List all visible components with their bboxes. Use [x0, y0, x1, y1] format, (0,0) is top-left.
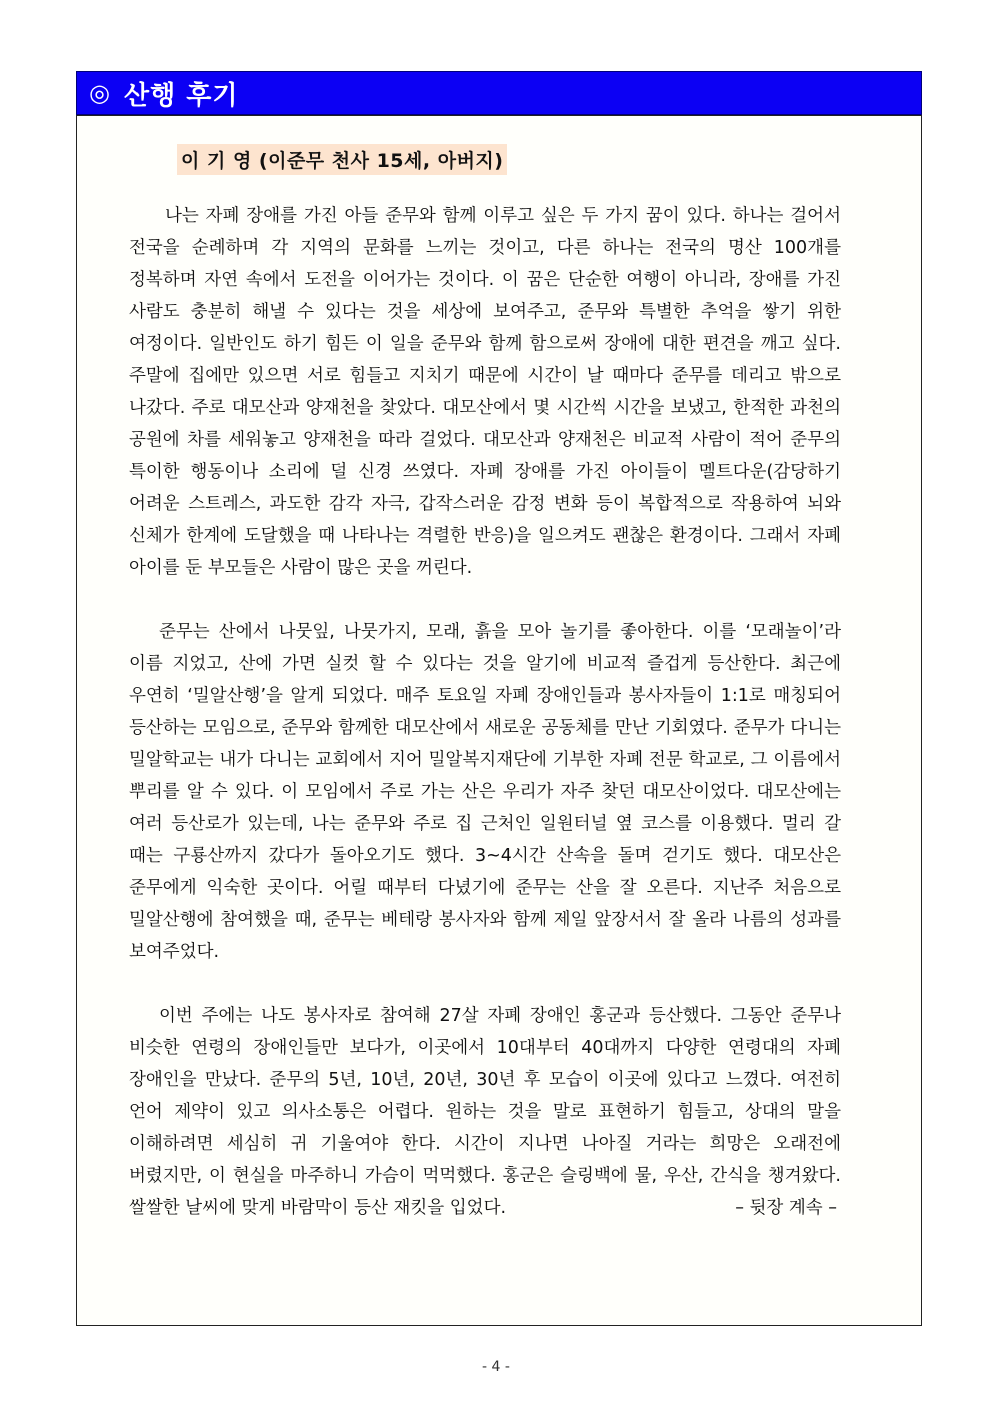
paragraph-3: [129, 1000, 841, 1224]
article-body: [129, 200, 841, 1224]
author-byline: 이 기 영 (이준무 천사 15세, 아버지): [177, 144, 507, 175]
page-number: - 4 -: [482, 1359, 510, 1375]
paragraph-2: 준무는 산에서 나뭇잎, 나뭇가지, 모래, 흙을 모아 놀기를 좋아한다. 이를 ‘모래놀이’라 이름 지었고, 산에 가면 실컷 할 수 있다는 것을 알기에 비교적 즐겁게 등산한다. 최근에 우연히 ‘밀알산행’을 알게 되었다. 매주 토요일 자폐 장애인들과 봉사자들이 1:1로 매칭되어 등산하는 모임으로, 준무와 함께한 대모산에서 새로운 공동체를 만난 기회였다. 준무가 다니는 밀알학교는 내가 다니는 교회에서 지어 밀알복지재단에 기부한 자폐 전문 학교로, 그 이름에서 뿌리를 알 수 있다. 이 모임에서 주로 가는 산은 우리가 자주 찾던 대모산이었다. 대모산에는 여러 등산로가 있는데, 나는 준무와 주로 집 근처인 일원터널 옆 코스를 이용했다. 멀리 갈 때는 구룡산까지 갔다가 돌아오기도 했다. 3~4시간 산속을 돌며 걷기도 했다. 대모산은 준무에게 익숙한 곳이다. 어릴 때부터 다녔기에 준무는 산을 잘 오른다. 지난주 처음으로 밀알산행에 참여했을 때, 준무는 베테랑 봉사자와 함께 제일 앞장서서 잘 올라 나름의 성과를 보여주었다.: [129, 622, 841, 962]
circle-mark-icon: ◎: [89, 79, 110, 107]
content-panel: [76, 115, 922, 1326]
paragraph-3-text: 이번 주에는 나도 봉사자로 참여해 27살 자폐 장애인 홍군과 등산했다. 그동안 준무나 비슷한 연령의 장애인들만 보다가, 이곳에서 10대부터 40대까지 다양한 연령대의 자폐 장애인을 만났다. 준무의 5년, 10년, 20년, 30년 후 모습이 이곳에 있다고 느꼈다. 여전히 언어 제약이 있고 의사소통은 어렵다. 원하는 것을 말로 표현하기 힘들고, 상대의 말을 이해하려면 세심히 귀 기울여야 한다. 시간이 지나면 나아질 거라는 희망은 오래전에 버렸지만, 이 현실을 마주하니 가슴이 먹먹했다. 홍군은 슬링백에 물, 우산, 간식을 챙겨왔다. 쌀쌀한 날씨에 맞게 바람막이 등산 재킷을 입었다.: [129, 1006, 841, 1218]
continued-note: – 뒷장 계속 –: [735, 1198, 837, 1218]
section-title: 산행 후기: [123, 80, 239, 111]
paragraph-1: 나는 자폐 장애를 가진 아들 준무와 함께 이루고 싶은 두 가지 꿈이 있다. 하나는 걸어서 전국을 순례하며 각 지역의 문화를 느끼는 것이고, 다른 하나는 전국의 명산 100개를 정복하며 자연 속에서 도전을 이어가는 것이다. 이 꿈은 단순한 여행이 아니라, 장애를 가진 사람도 충분히 해낼 수 있다는 것을 세상에 보여주고, 준무와 특별한 추억을 쌓기 위한 여정이다. 일반인도 하기 힘든 이 일을 준무와 함께 함으로써 장애에 대한 편견을 깨고 싶다. 주말에 집에만 있으면 서로 힘들고 지치기 때문에 시간이 날 때마다 준무를 데리고 밖으로 나갔다. 주로 대모산과 양재천을 찾았다. 대모산에서 몇 시간씩 시간을 보냈고, 한적한 과천의 공원에 차를 세워놓고 양재천을 따라 걸었다. 대모산과 양재천은 비교적 사람이 적어 준무의 특이한 행동이나 소리에 덜 신경 쓰였다. 자폐 장애를 가진 아이들이 멜트다운(감당하기 어려운 스트레스, 과도한 감각 자극, 갑작스러운 감정 변화 등이 복합적으로 작용하여 뇌와 신체가 한계에 도달했을 때 나타나는 격렬한 반응)을 일으켜도 괜찮은 환경이다. 그래서 자폐 아이를 둔 부모들은 사람이 많은 곳을 꺼린다.: [129, 206, 842, 578]
section-header: [76, 71, 922, 115]
